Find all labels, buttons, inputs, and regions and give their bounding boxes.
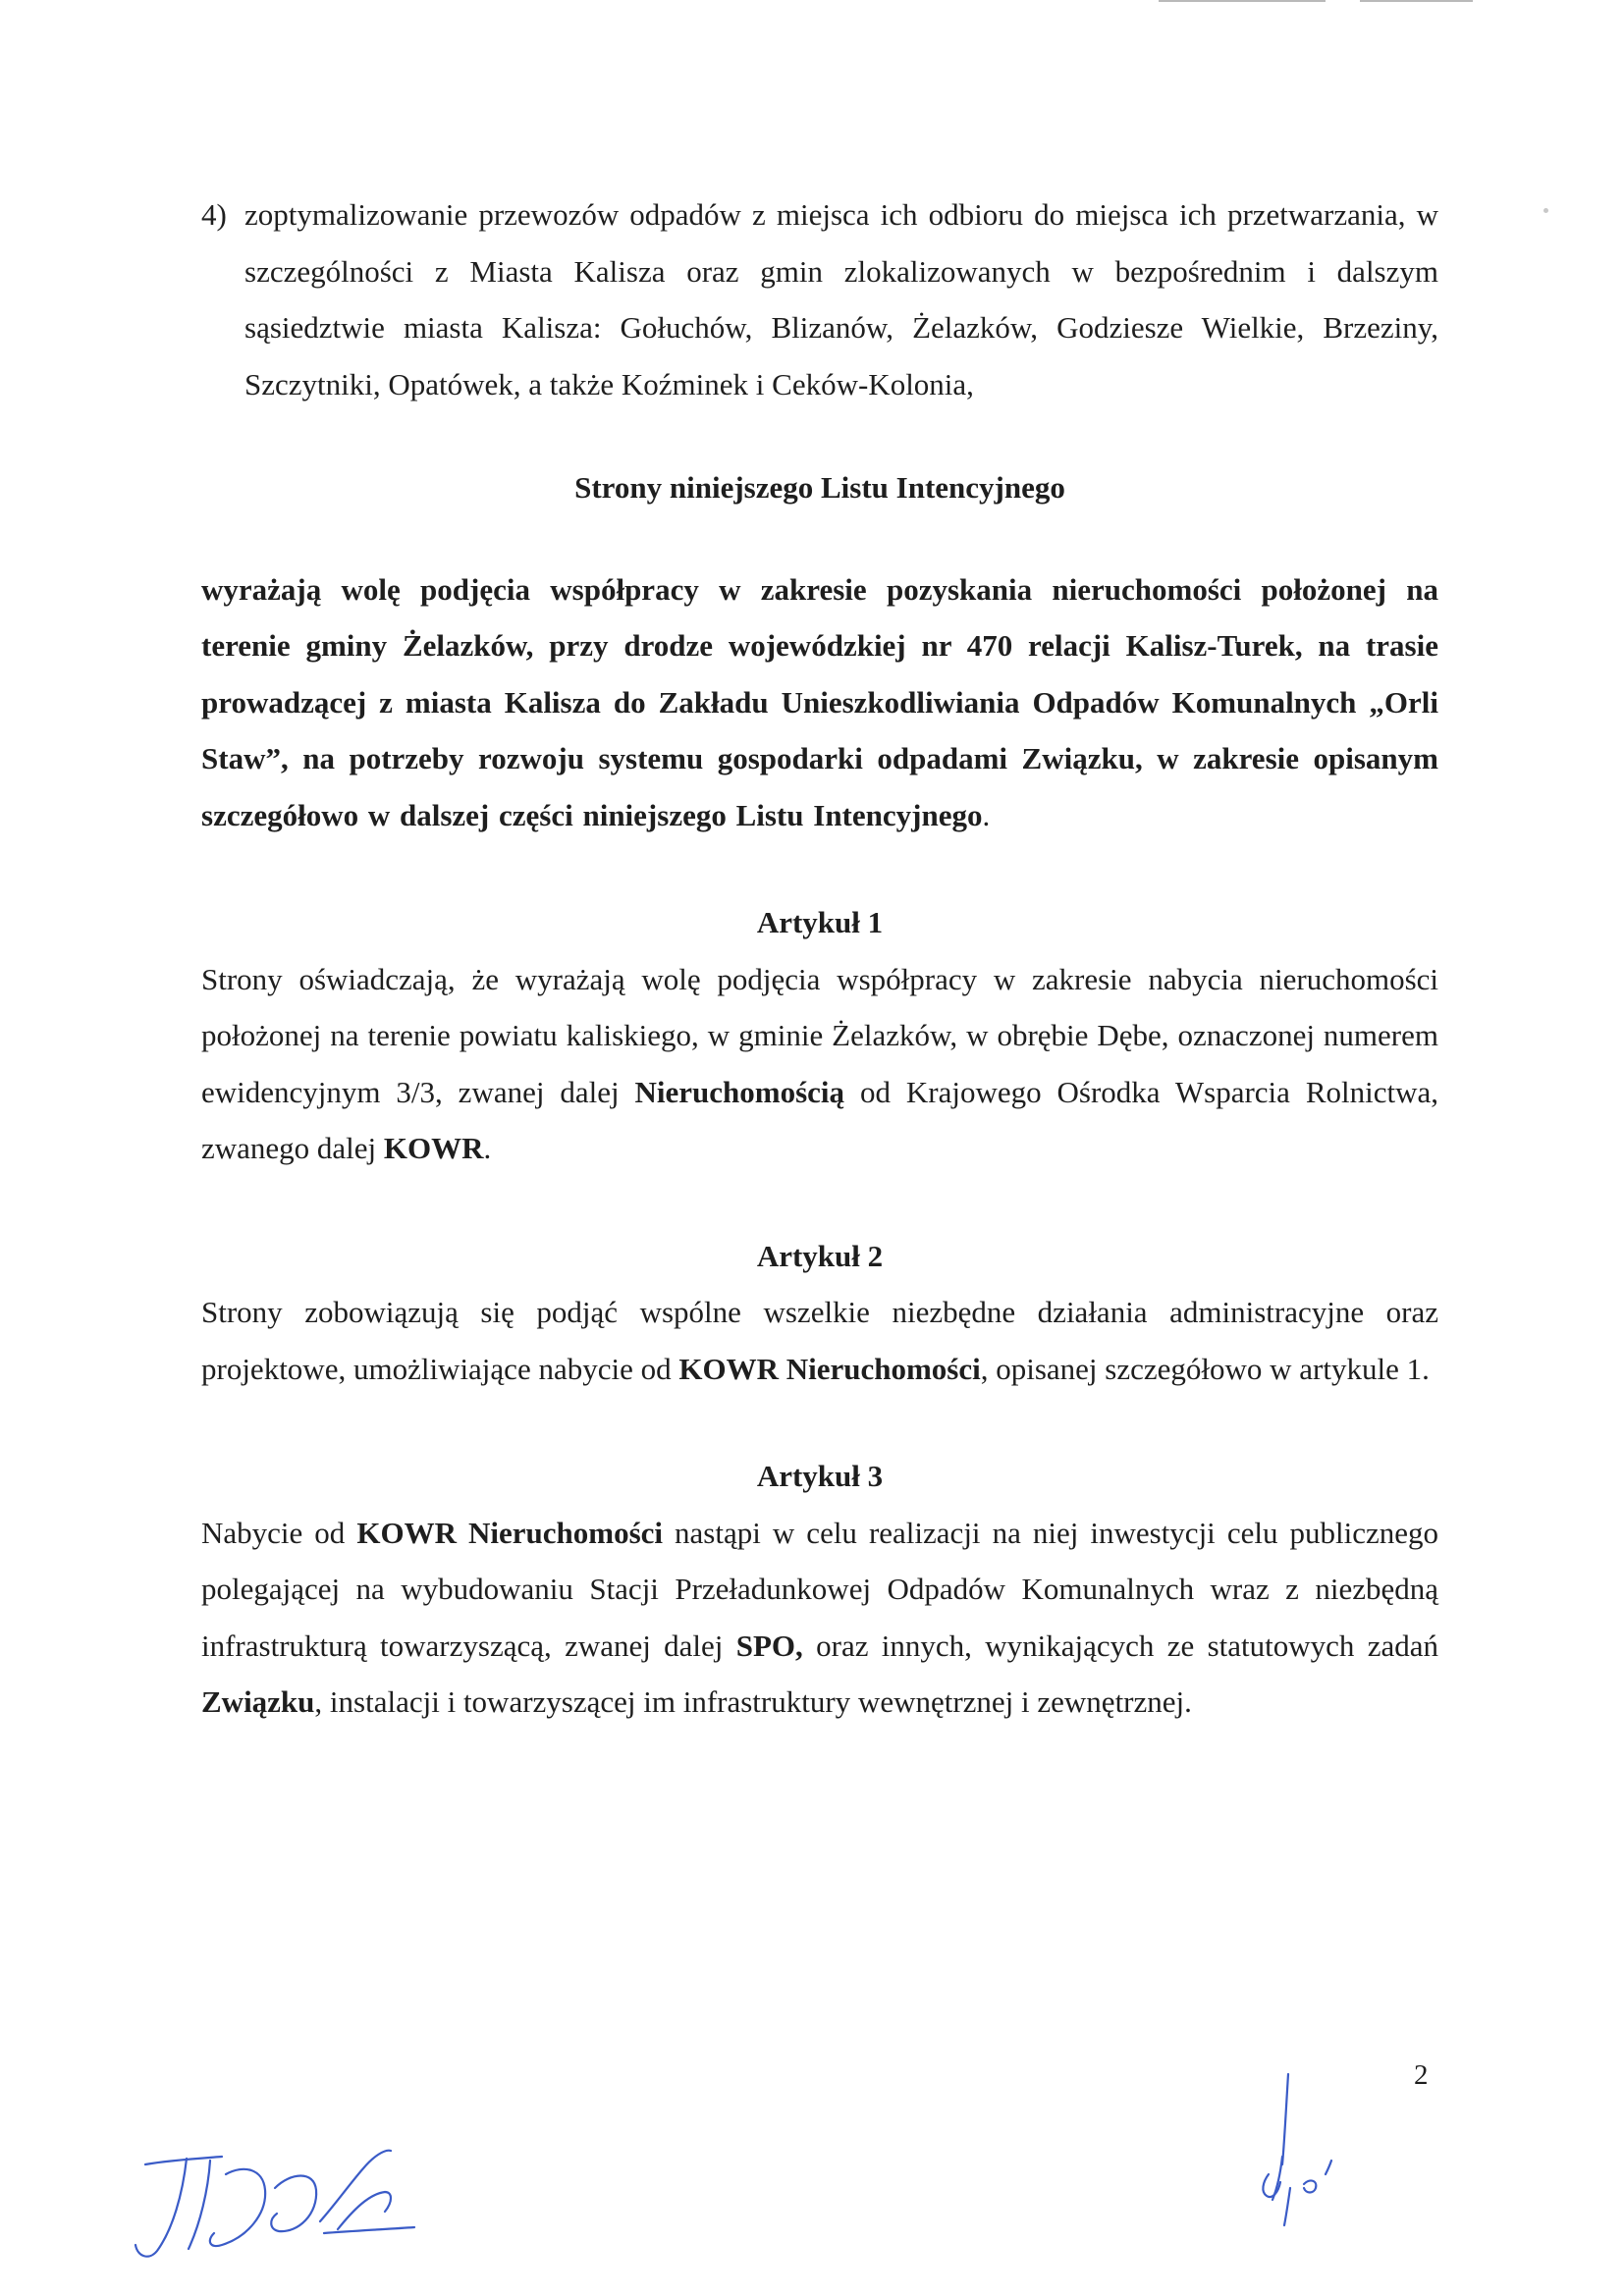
- article-body: [201, 951, 1438, 1177]
- article-body: [201, 1505, 1438, 1731]
- declaration-paragraph: [201, 561, 1438, 844]
- page-number: 2: [1414, 2059, 1429, 2091]
- article-segment: nastąpi w celu realizacji na niej inwestycji celu publicznego polegającej na wybudowaniu Stacji Przeładunkowej Odpadów Komunalnych wraz z niezbędną infrastrukturą towarzyszącą, zwanej dalej: [201, 1515, 1438, 1663]
- article-segment-bold: Związku: [201, 1684, 315, 1719]
- scan-edge-mark-right: [1360, 0, 1473, 2]
- article-1: [201, 894, 1438, 1177]
- document-body: [201, 187, 1438, 1731]
- article-segment-bold: KOWR Nieruchomości: [678, 1351, 981, 1386]
- article-title: Artykuł 3: [756, 1459, 884, 1493]
- list-item-text: zoptymalizowanie przewozów odpadów z miejsca ich odbioru do miejsca ich przetwarzania, w szczególności z Miasta Kalisza oraz gmin zlokalizowanych w bezpośrednim i dalszym sąsiedztwie miasta Kalisza: Gołuchów, Blizanów, Żelazków, Godziesze Wielkie, Brzeziny, Szczytniki, Opatówek, a także Koźminek i Ceków-Kolonia,: [244, 197, 1438, 401]
- article-segment-bold: Nieruchomością: [634, 1074, 845, 1109]
- article-title: Artykuł 2: [756, 1238, 884, 1273]
- list-item-number: 4): [201, 197, 227, 232]
- declaration-text: wyrażają wolę podjęcia współpracy w zakresie pozyskania nieruchomości położonej na terenie gminy Żelazków, przy drodze wojewódzkiej nr 470 relacji Kalisz-Turek, na trasie prowadzącej z miasta Kalisza do Zakładu Unieszkodliwiania Odpadów Komunalnych „Orli Staw”, na potrzeby rozwoju systemu gospodarki odpadami Związku, w zakresie opisanym szczegółowo w dalszej części niniejszego Listu Intencyjnego: [201, 571, 1438, 832]
- article-segment-bold: SPO,: [735, 1628, 803, 1663]
- article-3: [201, 1448, 1438, 1731]
- article-segment: Strony zobowiązują się podjąć wspólne wszelkie niezbędne działania administracyjne oraz projektowe, umożliwiające nabycie od: [201, 1295, 1438, 1386]
- article-segment: Nabycie od: [201, 1515, 357, 1550]
- article-title: Artykuł 1: [756, 905, 884, 939]
- article-segment: od Krajowego Ośrodka Wsparcia Rolnictwa, zwanego dalej: [201, 1074, 1438, 1165]
- article-segment: , opisanej szczegółowo w artykule 1.: [980, 1351, 1430, 1386]
- article-segment: Strony oświadczają, że wyrażają wolę podjęcia współpracy w zakresie nabycia nieruchomości położonej na terenie powiatu kaliskiego, w gminie Żelazków, w obrębie Dębe, oznaczonej numerem ewidencyjnym 3/3, zwanej dalej: [201, 961, 1438, 1109]
- parties-heading: Strony niniejszego Listu Intencyjnego: [574, 470, 1065, 505]
- article-2: [201, 1228, 1438, 1398]
- signature-initials-left: [128, 2135, 422, 2272]
- article-segment-bold: KOWR: [383, 1131, 484, 1165]
- declaration-end: .: [982, 797, 991, 832]
- list-item-4: [201, 187, 1438, 412]
- signature-initials-right: [1247, 2066, 1365, 2233]
- scan-edge-mark-left: [1159, 0, 1326, 2]
- scan-speck: [1543, 208, 1548, 213]
- article-segment: oraz innych, wynikających ze statutowych zadań: [802, 1628, 1438, 1663]
- article-body: [201, 1284, 1438, 1397]
- article-segment: .: [483, 1131, 492, 1165]
- article-segment-bold: KOWR Nieruchomości: [356, 1515, 664, 1550]
- article-segment: , instalacji i towarzyszącej im infrastruktury wewnętrznej i zewnętrznej.: [314, 1684, 1192, 1719]
